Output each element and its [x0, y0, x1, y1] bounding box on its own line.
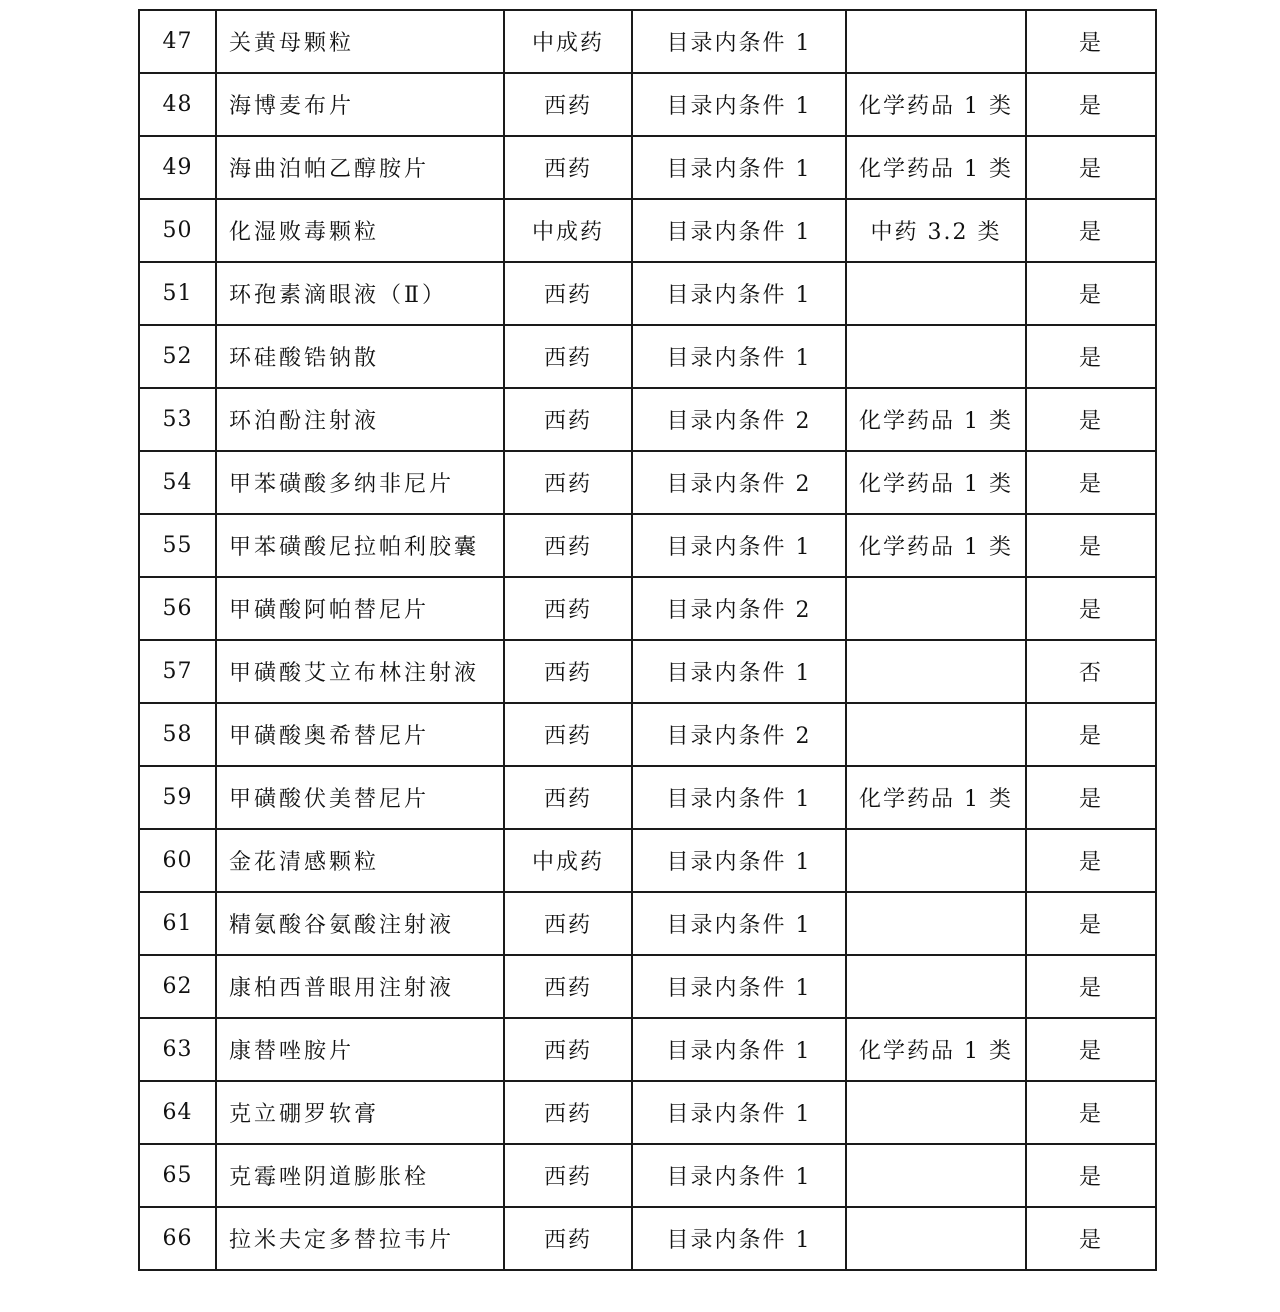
yes-no-flag: 是	[1026, 514, 1156, 577]
drug-type: 西药	[504, 1144, 632, 1207]
row-number: 54	[139, 451, 216, 514]
drug-type: 西药	[504, 1018, 632, 1081]
drug-name: 甲磺酸奥希替尼片	[216, 703, 504, 766]
drug-name: 甲磺酸阿帕替尼片	[216, 577, 504, 640]
drug-category: 化学药品 1 类	[846, 136, 1026, 199]
yes-no-flag: 是	[1026, 136, 1156, 199]
row-number: 53	[139, 388, 216, 451]
drug-category: 化学药品 1 类	[846, 1018, 1026, 1081]
table-row	[139, 1144, 1156, 1207]
table-row	[139, 577, 1156, 640]
yes-no-flag: 是	[1026, 1081, 1156, 1144]
drug-category	[846, 262, 1026, 325]
yes-no-flag: 是	[1026, 766, 1156, 829]
catalog-condition: 目录内条件 2	[632, 703, 846, 766]
yes-no-flag: 是	[1026, 199, 1156, 262]
table-row	[139, 451, 1156, 514]
row-number: 50	[139, 199, 216, 262]
catalog-condition: 目录内条件 1	[632, 766, 846, 829]
drug-type: 西药	[504, 640, 632, 703]
drug-category: 化学药品 1 类	[846, 388, 1026, 451]
drug-type: 西药	[504, 451, 632, 514]
catalog-condition: 目录内条件 1	[632, 1081, 846, 1144]
row-number: 56	[139, 577, 216, 640]
table-row	[139, 262, 1156, 325]
table-row	[139, 10, 1156, 73]
yes-no-flag: 是	[1026, 892, 1156, 955]
drug-name: 甲苯磺酸尼拉帕利胶囊	[216, 514, 504, 577]
catalog-condition: 目录内条件 1	[632, 955, 846, 1018]
row-number: 63	[139, 1018, 216, 1081]
drug-type: 西药	[504, 73, 632, 136]
drug-name: 克立硼罗软膏	[216, 1081, 504, 1144]
drug-type: 西药	[504, 136, 632, 199]
catalog-condition: 目录内条件 2	[632, 577, 846, 640]
catalog-condition: 目录内条件 1	[632, 10, 846, 73]
drug-name: 甲苯磺酸多纳非尼片	[216, 451, 504, 514]
drug-type: 西药	[504, 892, 632, 955]
yes-no-flag: 是	[1026, 703, 1156, 766]
catalog-condition: 目录内条件 1	[632, 1144, 846, 1207]
drug-category	[846, 892, 1026, 955]
drug-name: 甲磺酸艾立布林注射液	[216, 640, 504, 703]
table-row	[139, 514, 1156, 577]
catalog-condition: 目录内条件 1	[632, 136, 846, 199]
yes-no-flag: 是	[1026, 955, 1156, 1018]
catalog-condition: 目录内条件 1	[632, 829, 846, 892]
drug-name: 海博麦布片	[216, 73, 504, 136]
drug-category	[846, 1081, 1026, 1144]
catalog-condition: 目录内条件 1	[632, 640, 846, 703]
catalog-condition: 目录内条件 1	[632, 514, 846, 577]
yes-no-flag: 是	[1026, 388, 1156, 451]
yes-no-flag: 是	[1026, 262, 1156, 325]
table-row	[139, 136, 1156, 199]
row-number: 49	[139, 136, 216, 199]
catalog-condition: 目录内条件 2	[632, 451, 846, 514]
table-row	[139, 73, 1156, 136]
row-number: 66	[139, 1207, 216, 1270]
row-number: 51	[139, 262, 216, 325]
table-row	[139, 766, 1156, 829]
drug-name: 克霉唑阴道膨胀栓	[216, 1144, 504, 1207]
drug-type: 西药	[504, 703, 632, 766]
drug-category	[846, 1144, 1026, 1207]
drug-type: 中成药	[504, 10, 632, 73]
row-number: 65	[139, 1144, 216, 1207]
drug-name: 康柏西普眼用注射液	[216, 955, 504, 1018]
table-row	[139, 1081, 1156, 1144]
drug-type: 西药	[504, 388, 632, 451]
yes-no-flag: 是	[1026, 577, 1156, 640]
drug-category	[846, 703, 1026, 766]
drug-name: 金花清感颗粒	[216, 829, 504, 892]
row-number: 52	[139, 325, 216, 388]
row-number: 58	[139, 703, 216, 766]
yes-no-flag: 否	[1026, 640, 1156, 703]
drug-type: 西药	[504, 577, 632, 640]
row-number: 61	[139, 892, 216, 955]
table-body	[139, 10, 1156, 1270]
table-row	[139, 892, 1156, 955]
table-row	[139, 640, 1156, 703]
yes-no-flag: 是	[1026, 325, 1156, 388]
drug-name: 海曲泊帕乙醇胺片	[216, 136, 504, 199]
table-row	[139, 325, 1156, 388]
yes-no-flag: 是	[1026, 451, 1156, 514]
drug-name: 环孢素滴眼液（Ⅱ）	[216, 262, 504, 325]
catalog-condition: 目录内条件 1	[632, 1207, 846, 1270]
row-number: 55	[139, 514, 216, 577]
drug-category	[846, 10, 1026, 73]
row-number: 48	[139, 73, 216, 136]
drug-name: 精氨酸谷氨酸注射液	[216, 892, 504, 955]
drug-type: 西药	[504, 1081, 632, 1144]
table-row	[139, 1207, 1156, 1270]
drug-category: 化学药品 1 类	[846, 451, 1026, 514]
drug-category	[846, 829, 1026, 892]
yes-no-flag: 是	[1026, 1207, 1156, 1270]
drug-category: 化学药品 1 类	[846, 766, 1026, 829]
catalog-condition: 目录内条件 1	[632, 262, 846, 325]
table-row	[139, 829, 1156, 892]
catalog-condition: 目录内条件 1	[632, 199, 846, 262]
table-row	[139, 955, 1156, 1018]
drug-type: 中成药	[504, 829, 632, 892]
drug-name: 化湿败毒颗粒	[216, 199, 504, 262]
drug-type: 西药	[504, 1207, 632, 1270]
table-row	[139, 388, 1156, 451]
drug-category	[846, 577, 1026, 640]
yes-no-flag: 是	[1026, 829, 1156, 892]
catalog-condition: 目录内条件 2	[632, 388, 846, 451]
drug-category	[846, 1207, 1026, 1270]
row-number: 62	[139, 955, 216, 1018]
row-number: 47	[139, 10, 216, 73]
row-number: 59	[139, 766, 216, 829]
drug-type: 西药	[504, 955, 632, 1018]
table-row	[139, 199, 1156, 262]
yes-no-flag: 是	[1026, 1018, 1156, 1081]
drug-category: 化学药品 1 类	[846, 514, 1026, 577]
yes-no-flag: 是	[1026, 1144, 1156, 1207]
catalog-condition: 目录内条件 1	[632, 892, 846, 955]
row-number: 64	[139, 1081, 216, 1144]
drug-category: 中药 3.2 类	[846, 199, 1026, 262]
drug-type: 西药	[504, 262, 632, 325]
drug-list-table	[138, 9, 1157, 1271]
drug-category	[846, 955, 1026, 1018]
table-row	[139, 1018, 1156, 1081]
catalog-condition: 目录内条件 1	[632, 73, 846, 136]
drug-name: 康替唑胺片	[216, 1018, 504, 1081]
catalog-condition: 目录内条件 1	[632, 325, 846, 388]
row-number: 60	[139, 829, 216, 892]
drug-category	[846, 325, 1026, 388]
drug-name: 环泊酚注射液	[216, 388, 504, 451]
drug-type: 西药	[504, 766, 632, 829]
drug-type: 西药	[504, 514, 632, 577]
table-row	[139, 703, 1156, 766]
drug-name: 环硅酸锆钠散	[216, 325, 504, 388]
drug-name: 甲磺酸伏美替尼片	[216, 766, 504, 829]
yes-no-flag: 是	[1026, 10, 1156, 73]
row-number: 57	[139, 640, 216, 703]
drug-type: 中成药	[504, 199, 632, 262]
drug-type: 西药	[504, 325, 632, 388]
yes-no-flag: 是	[1026, 73, 1156, 136]
drug-name: 拉米夫定多替拉韦片	[216, 1207, 504, 1270]
drug-category: 化学药品 1 类	[846, 73, 1026, 136]
catalog-condition: 目录内条件 1	[632, 1018, 846, 1081]
drug-category	[846, 640, 1026, 703]
drug-name: 关黄母颗粒	[216, 10, 504, 73]
